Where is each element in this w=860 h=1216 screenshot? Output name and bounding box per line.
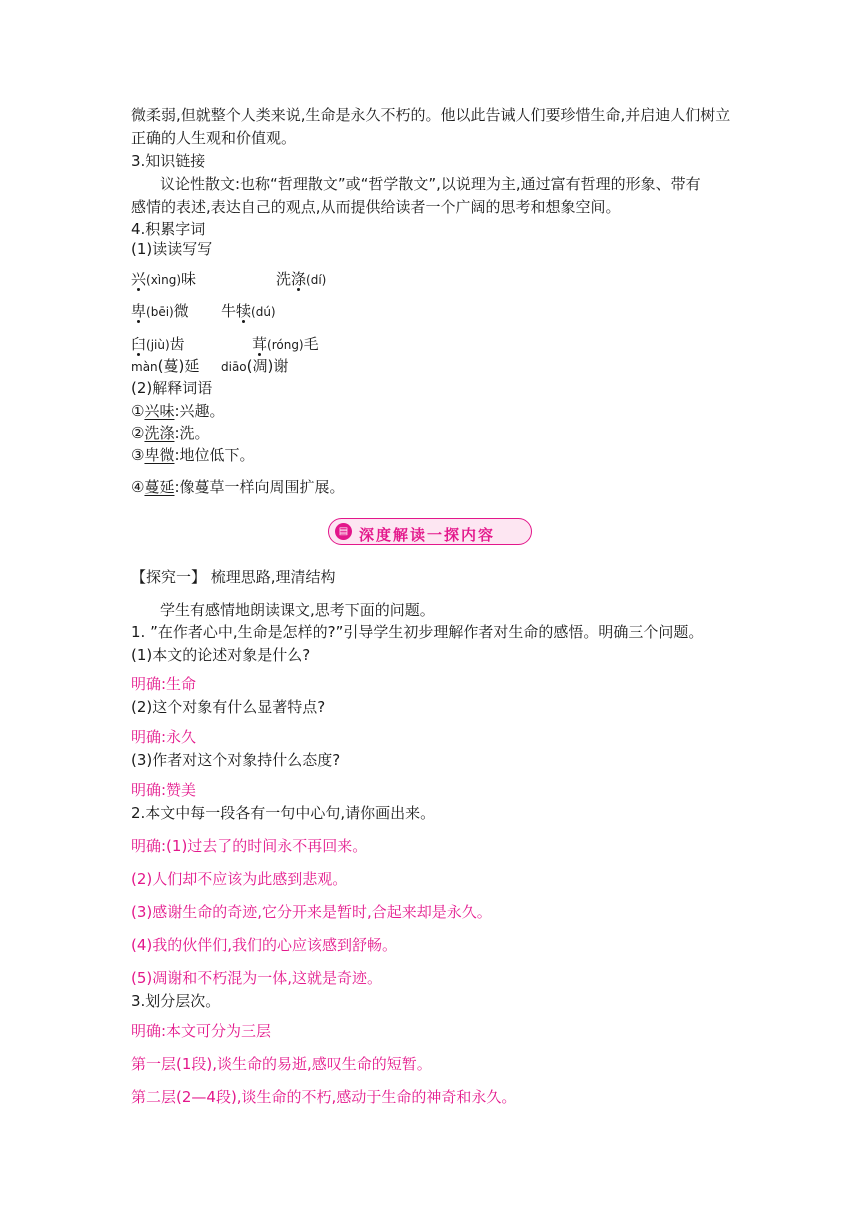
question: 2.本文中每一段各有一句中心句,请你画出来。	[131, 804, 436, 822]
vocab-item: 兴(xìng)味	[131, 270, 197, 288]
vocab-item: diāo(凋)谢	[221, 357, 289, 375]
explain-item: ②洗涤:洗。	[131, 424, 210, 442]
book-icon: ▤	[335, 523, 352, 540]
question: 1. ”在作者心中,生命是怎样的?”引导学生初步理解作者对生命的感悟。明确三个问题。	[131, 623, 704, 641]
question: (1)本文的论述对象是什么?	[131, 646, 311, 664]
vocab-item: 茸(róng)毛	[252, 335, 319, 353]
vocab-item: 卑(bēi)微	[131, 302, 189, 320]
sub-heading: (2)解释词语	[131, 379, 213, 397]
answer: 明确:(1)过去了的时间永不再回来。	[131, 837, 368, 855]
answer: (4)我的伙伴们,我们的心应该感到舒畅。	[131, 936, 398, 954]
banner-title: 深度解读一探内容	[359, 526, 496, 544]
explain-item: ①兴味:兴趣。	[131, 402, 225, 420]
section-banner	[328, 518, 532, 545]
text-line: 学生有感情地朗读课文,思考下面的问题。	[160, 601, 435, 619]
section-heading: 3.知识链接	[131, 152, 206, 170]
question: 3.划分层次。	[131, 992, 221, 1010]
answer: 明确:永久	[131, 728, 197, 746]
vocab-item: 牛犊(dú)	[221, 302, 276, 320]
inquiry-title: 【探究一】 梳理思路,理清结构	[131, 568, 336, 586]
question: (3)作者对这个对象持什么态度?	[131, 751, 341, 769]
vocab-item: màn(蔓)延	[131, 357, 200, 375]
text-line: 微柔弱,但就整个人类来说,生命是永久不朽的。他以此告诫人们要珍惜生命,并启迪人们树立	[131, 106, 731, 124]
vocab-item: 洗涤(dí)	[276, 270, 327, 288]
answer: 明确:赞美	[131, 781, 197, 799]
explain-item: ④蔓延:像蔓草一样向周围扩展。	[131, 478, 345, 496]
text-line: 议论性散文:也称“哲理散文”或“哲学散文”,以说理为主,通过富有哲理的形象、带有	[160, 175, 701, 193]
answer: 明确:本文可分为三层	[131, 1022, 272, 1040]
text-line: 感情的表述,表达自己的观点,从而提供给读者一个广阔的思考和想象空间。	[131, 198, 621, 216]
answer: 第一层(1段),谈生命的易逝,感叹生命的短暂。	[131, 1055, 432, 1073]
answer: 第二层(2—4段),谈生命的不朽,感动于生命的神奇和永久。	[131, 1088, 517, 1106]
answer: (5)凋谢和不朽混为一体,这就是奇迹。	[131, 969, 383, 987]
sub-heading: (1)读读写写	[131, 240, 213, 258]
answer: (3)感谢生命的奇迹,它分开来是暂时,合起来却是永久。	[131, 903, 492, 921]
section-heading: 4.积累字词	[131, 220, 206, 238]
answer: 明确:生命	[131, 675, 197, 693]
question: (2)这个对象有什么显著特点?	[131, 698, 326, 716]
vocab-item: 臼(jiù)齿	[131, 335, 185, 353]
explain-item: ③卑微:地位低下。	[131, 446, 255, 464]
text-line: 正确的人生观和价值观。	[131, 129, 297, 147]
answer: (2)人们却不应该为此感到悲观。	[131, 870, 348, 888]
